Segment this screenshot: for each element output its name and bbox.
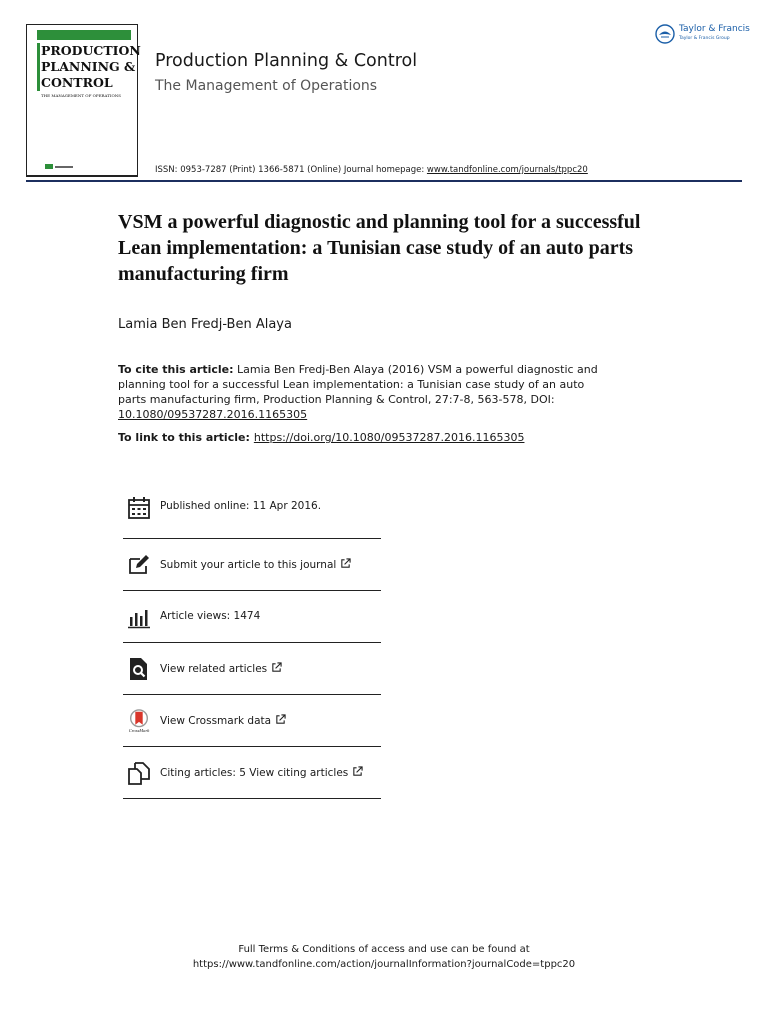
cover-title-line: PLANNING &: [41, 59, 136, 74]
submit-article-link[interactable]: Submit your article to this journal: [160, 559, 337, 571]
footer-terms: [0, 942, 768, 972]
publisher-group: Taylor & Francis Group: [679, 36, 730, 41]
cover-accent-line: [37, 43, 40, 91]
cover-title-line: CONTROL: [41, 75, 113, 90]
journal-homepage-link[interactable]: www.tandfonline.com/journals/tppc20: [426, 165, 588, 175]
journal-cover-thumbnail: [26, 24, 141, 176]
cite-text: Lamia Ben Fredj-Ben Alaya (2016) VSM a powerful diagnostic and planning tool for a successful Lean implementation: a Tunisian case study of an auto parts manufacturing firm, Production Planning & Control, 27:7-8, 563-578, DOI:: [118, 363, 598, 406]
external-link-icon: [275, 714, 286, 725]
footer-terms-line: Full Terms & Conditions of access and use can be found at: [238, 944, 530, 955]
cover-title-line: PRODUCTION: [41, 43, 141, 58]
article-link-line: [118, 431, 524, 444]
crossmark-badge-text: CrossMark: [128, 728, 150, 733]
edit-icon: [127, 553, 151, 577]
external-link-icon: [352, 766, 363, 777]
external-link-icon: [271, 662, 282, 673]
footer-terms-url[interactable]: https://www.tandfonline.com/action/journalInformation?journalCode=tppc20: [192, 959, 576, 970]
cover-title: [41, 43, 141, 91]
issn-text: ISSN: 0953-7287 (Print) 1366-5871 (Online) Journal homepage:: [155, 165, 427, 175]
submit-article-row[interactable]: [123, 539, 381, 591]
citing-articles-row[interactable]: [123, 747, 381, 799]
related-articles-link[interactable]: View related articles: [160, 663, 268, 675]
taylor-francis-emblem-icon: [655, 24, 675, 44]
article-title: VSM a powerful diagnostic and planning tool for a successful Lean implementation: a Tunisian case study of an auto parts manufacturing firm: [118, 211, 641, 285]
issn-line: [155, 165, 588, 175]
bar-chart-icon: [127, 605, 151, 629]
document-search-icon: [127, 657, 151, 681]
external-link-icon: [340, 558, 351, 569]
crossmark-link[interactable]: View Crossmark data: [160, 715, 272, 727]
calendar-icon: [127, 496, 151, 520]
article-author: Lamia Ben Fredj-Ben Alaya: [118, 317, 292, 332]
journal-title: Production Planning & Control: [155, 51, 418, 71]
article-info-list: [123, 480, 381, 799]
cover-base-rule: [26, 176, 138, 177]
related-articles-row[interactable]: [123, 643, 381, 695]
publisher-name: Taylor & Francis: [679, 24, 750, 34]
copy-documents-icon: [127, 761, 151, 785]
cover-publisher-logo: [45, 164, 75, 169]
crossmark-row[interactable]: [123, 695, 381, 747]
article-views-text: Article views: 1474: [160, 610, 261, 622]
cite-doi-link[interactable]: 10.1080/09537287.2016.1165305: [118, 408, 308, 421]
journal-subtitle: The Management of Operations: [155, 78, 378, 94]
cite-label: To cite this article:: [118, 363, 234, 376]
article-doi-url[interactable]: https://doi.org/10.1080/09537287.2016.1165305: [253, 431, 525, 444]
article-views-row: [123, 591, 381, 643]
link-label: To link to this article:: [118, 431, 250, 444]
header-rule: [26, 180, 742, 182]
published-online-text: Published online: 11 Apr 2016.: [160, 500, 322, 512]
crossmark-icon: [127, 709, 151, 733]
taylor-francis-logo[interactable]: [655, 22, 750, 48]
citation-block: [118, 362, 598, 422]
cover-subtitle: THE MANAGEMENT OF OPERATIONS: [41, 93, 121, 98]
published-online-row: [123, 480, 381, 539]
cover-banner: [37, 30, 131, 40]
citing-articles-link[interactable]: Citing articles: 5 View citing articles: [160, 767, 349, 779]
